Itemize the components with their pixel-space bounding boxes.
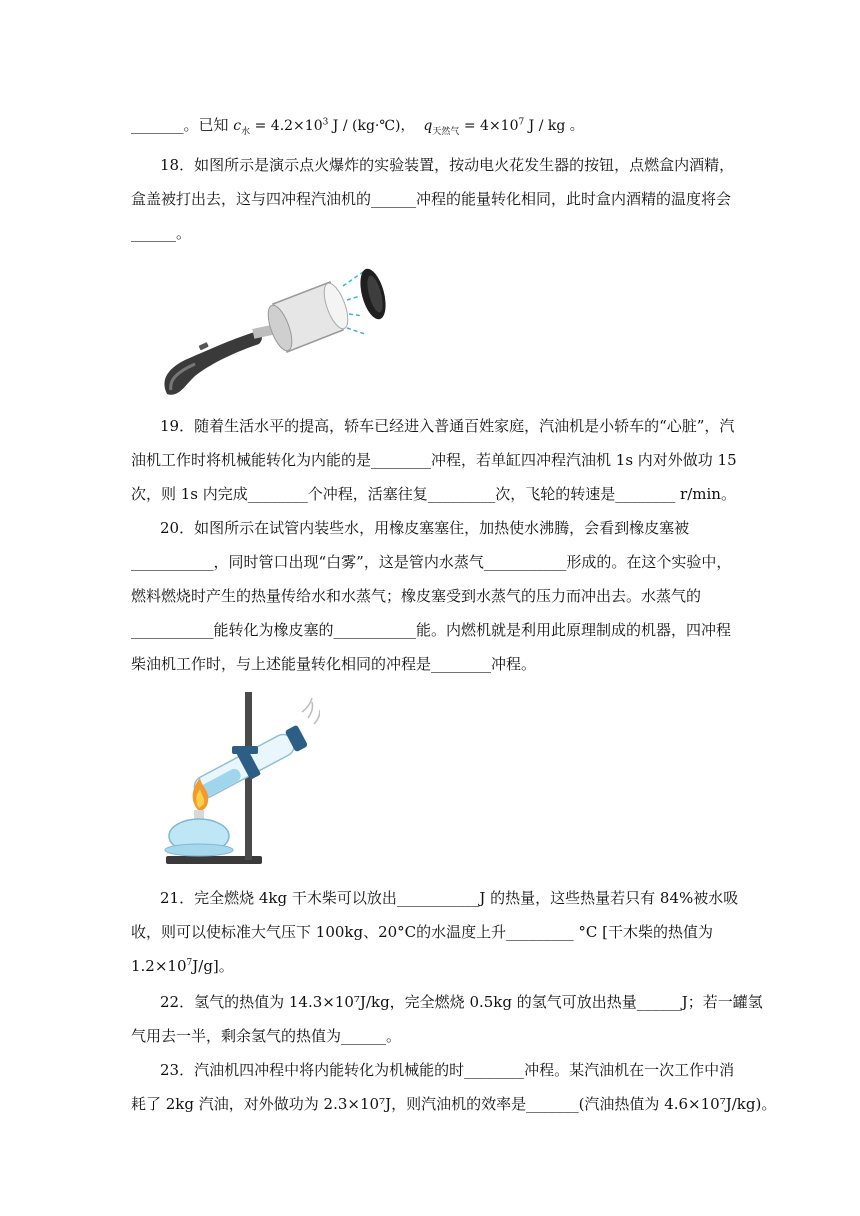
c-exponent: 3 (322, 117, 329, 128)
c-unit: J / (kg·℃)， (328, 118, 415, 134)
spark-line (349, 314, 363, 316)
q20-line-4: ___________能转化为橡皮塞的___________能。内燃机就是利用此原理制成的机器，四冲程 (131, 621, 732, 639)
clamp-arm (232, 746, 258, 754)
q21-exponent: 7 (186, 958, 193, 968)
q20-line-3: 燃料燃烧时产生的热量传给水和水蒸气；橡皮塞受到水蒸气的压力而冲出去。水蒸气的 (131, 587, 702, 605)
spark-line (347, 328, 365, 334)
q22-line-1: 22．氢气的热值为 14.3×10⁷J/kg，完全燃烧 0.5kg 的氢气可放出热量______J；若一罐氢 (160, 993, 763, 1011)
q20-line-5: 柴油机工作时，与上述能量转化相同的冲程是________冲程。 (131, 655, 537, 673)
q-value: = 4×10 (459, 118, 519, 134)
q19-line-2: 油机工作时将机械能转化为内能的是________冲程，若单缸四冲程汽油机 1s 内对外做功 15 (131, 451, 737, 469)
c-value: = 4.2×10 (250, 118, 323, 134)
q-unit: J / kg 。 (524, 118, 584, 134)
q21-line-1: 21．完全燃烧 4kg 干木柴可以放出___________J 的热量，这些热量若只有 84%被水吸 (160, 889, 739, 907)
q17-tail-line (131, 115, 731, 136)
q18-line-3: ______。 (131, 224, 192, 242)
q17-blank-text: _______。已知 (131, 116, 229, 134)
q21-line-3 (131, 956, 731, 976)
q18-line-2: 盒盖被打出去，这与四冲程汽油机的______冲程的能量转化相同，此时盒内酒精的温度将会 (131, 190, 732, 208)
lamp-base (165, 844, 233, 856)
igniter-handle (164, 332, 262, 395)
q19-line-1: 19．随着生活水平的提高，轿车已经进入普通百姓家庭，汽油机是小轿车的“心脏”，汽 (160, 417, 735, 435)
q23-line-2: 耗了 2kg 汽油，对外做功为 2.3×10⁷J，则汽油机的效率是_______(汽油热值为 4.6×10⁷J/kg)。 (131, 1095, 777, 1113)
igniter-button (199, 342, 209, 350)
spark-line (343, 272, 363, 286)
q20-line-2: ___________，同时管口出现“白雾”，这是管内水蒸气___________形成的。在这个实验中， (131, 553, 732, 571)
q21-line-2: 收，则可以使标准大气压下 100kg、20°C的水温度上升_________ °C [干木柴的热值为 (131, 923, 714, 941)
c-symbol: c (233, 118, 242, 134)
q21-heat-value: 1.2×10 (131, 957, 187, 975)
q23-line-1: 23．汽油机四冲程中将内能转化为机械能的时________冲程。某汽油机在一次工作中消 (160, 1061, 735, 1079)
q-subscript: 天然气 (432, 126, 460, 137)
q-symbol: q (423, 118, 433, 134)
q-exponent: 7 (518, 117, 525, 128)
q18-line-1: 18．如图所示是演示点火爆炸的实验装置，按动电火花发生器的按钮，点燃盒内酒精， (160, 156, 735, 174)
q20-line-1: 20．如图所示在试管内装些水，用橡皮塞塞住，加热使水沸腾，会看到橡皮塞被 (160, 519, 690, 537)
q22-line-2: 气用去一半，剩余氢气的热值为______。 (131, 1027, 402, 1045)
q19-line-3: 次，则 1s 内完成________个冲程，活塞往复_________次，飞轮的转速是________ r/min。 (131, 485, 736, 503)
spark-igniter-figure (155, 252, 405, 402)
test-tube-figure (160, 690, 320, 870)
c-subscript: 水 (241, 126, 251, 137)
specific-heat-formula (233, 117, 584, 137)
steam-puff (302, 698, 320, 724)
q21-unit: J/g]。 (192, 957, 234, 975)
spark-line (347, 296, 360, 300)
